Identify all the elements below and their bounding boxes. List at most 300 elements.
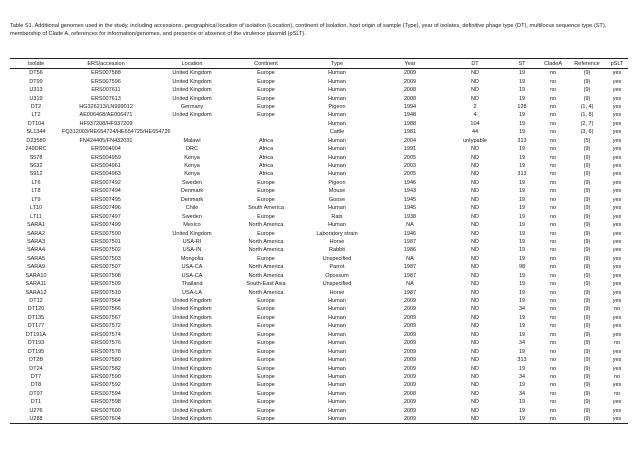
table-cell: ERS007576 (91, 340, 121, 347)
table-cell: (9) (583, 306, 591, 313)
table-cell: ND (471, 314, 479, 321)
table-cell: yes (612, 382, 622, 389)
table-cell (234, 128, 298, 136)
table-cell: DT12 (29, 298, 43, 305)
table-cell: yes (612, 120, 622, 127)
table-cell: Human (328, 323, 346, 330)
table-cell: ERS007499 (91, 222, 121, 229)
table-cell: yes (612, 129, 622, 136)
table-cell: yes (612, 137, 622, 144)
table-cell: no (549, 179, 557, 186)
table-cell: ERS007590 (91, 373, 121, 380)
column-header: DT (444, 59, 506, 69)
table-cell: no (549, 407, 557, 414)
table-cell: Europe (257, 373, 275, 380)
table-cell: ERS007503 (91, 255, 121, 262)
table-cell: S578 (29, 154, 43, 161)
column-header: Location (150, 59, 234, 69)
table-cell: Europe (257, 399, 275, 406)
table-cell: 313 (517, 137, 527, 144)
table-cell: yes (612, 213, 622, 220)
table-cell: Human (328, 95, 346, 102)
table-row (10, 305, 628, 313)
table-row (10, 331, 628, 339)
table-cell: ND (471, 247, 479, 254)
table-cell: Human (298, 415, 376, 424)
table-cell: S632 (29, 163, 43, 170)
table-cell: 1988 (403, 120, 417, 127)
table-cell: no (549, 323, 557, 330)
table-cell: 19 (518, 70, 526, 77)
table-row (10, 407, 628, 415)
table-cell: 2009 (376, 415, 444, 424)
table-cell: (5) (583, 137, 591, 144)
table-cell: yes (612, 255, 622, 262)
table-cell: Human (328, 222, 346, 229)
table-cell: yes (612, 407, 622, 414)
table-cell: Europe (257, 112, 275, 119)
table-cell: United Kingdom (172, 382, 212, 389)
table-row (10, 170, 628, 178)
table-cell: no (549, 171, 557, 178)
table-cell: ND (471, 272, 479, 279)
table-cell: ND (471, 331, 479, 338)
table-cell: SARA9 (26, 264, 46, 271)
table-cell: 2009 (403, 348, 417, 355)
table-cell: Thailand (181, 281, 203, 288)
table-cell: yes (606, 415, 628, 424)
table-cell: United Kingdom (172, 407, 212, 414)
table-row (10, 204, 628, 212)
column-header: Isolate (10, 59, 62, 69)
table-cell: ERS007596 (91, 78, 121, 85)
table-cell: (9) (583, 222, 591, 229)
table-cell: South-East Asia (246, 281, 286, 288)
table-cell: USA-RI (182, 238, 202, 245)
table-cell: yes (612, 87, 622, 94)
table-cell: 19 (518, 95, 526, 102)
table-cell: no (549, 289, 557, 296)
table-cell: yes (612, 95, 622, 102)
table-cell: 2009 (403, 357, 417, 364)
table-cell: ERS007567 (91, 314, 121, 321)
table-cell: DT56 (29, 70, 43, 77)
table-cell: Africa (258, 171, 274, 178)
table-cell: Human (328, 331, 346, 338)
table-cell: no (549, 78, 557, 85)
table-cell: Rats (331, 213, 343, 220)
table-cell: yes (612, 357, 622, 364)
table-cell: ERS007578 (91, 348, 121, 355)
table-row (10, 229, 628, 237)
table-cell: Europe (234, 415, 298, 424)
column-header: CladeA (538, 59, 568, 69)
table-row (10, 145, 628, 153)
table-row (10, 94, 628, 102)
table-cell: SARA4 (26, 247, 46, 254)
table-cell: USA-IN (182, 247, 202, 254)
table-cell: ERS007510 (91, 289, 121, 296)
table-cell: untypable (463, 137, 487, 144)
table-cell: ERS007613 (91, 95, 121, 102)
table-cell: ND (471, 78, 479, 85)
table-cell: (9) (583, 399, 591, 406)
table-cell: no (549, 281, 557, 288)
table-cell: yes (612, 264, 622, 271)
table-cell: Europe (257, 179, 275, 186)
table-cell: ND (471, 171, 479, 178)
table-cell: no (549, 129, 557, 136)
table-cell: no (549, 272, 557, 279)
table-cell: NA (406, 255, 414, 262)
table-cell: ND (471, 373, 479, 380)
table-cell: SARA10 (25, 272, 47, 279)
table-cell: Africa (258, 154, 274, 161)
table-cell: ERS007508 (91, 272, 121, 279)
table-cell: Europe (257, 230, 275, 237)
table-cell: ND (471, 70, 479, 77)
table-cell: LT9 (31, 196, 41, 203)
table-cell: yes (612, 179, 622, 186)
table-row (10, 77, 628, 85)
table-cell: Kenya (184, 163, 200, 170)
table-cell: 19 (518, 196, 526, 203)
table-cell: LT6 (31, 179, 41, 186)
table-cell: ND (471, 95, 479, 102)
table-cell: 2004 (403, 137, 417, 144)
table-cell: yes (612, 103, 622, 110)
table-cell: no (549, 348, 557, 355)
table-cell: DRC (186, 146, 198, 153)
table-cell: DT104 (27, 120, 45, 127)
table-cell: 19 (518, 298, 526, 305)
table-cell: Africa (258, 163, 274, 170)
table-cell: yes (612, 348, 622, 355)
table-cell: no (549, 357, 557, 364)
table-cell: no (613, 373, 621, 380)
table-cell: ERS007600 (91, 407, 121, 414)
table-cell: Horse (329, 238, 345, 245)
table-cell: DT7 (30, 373, 42, 380)
table-cell: North America (248, 247, 284, 254)
table-cell: SARA2 (26, 230, 46, 237)
table-cell: Europe (257, 213, 275, 220)
table-cell: ND (471, 213, 479, 220)
table-cell: no (538, 415, 568, 424)
table-cell: United Kingdom (172, 357, 212, 364)
table-cell: Europe (257, 306, 275, 313)
table-cell: Human (328, 137, 346, 144)
table-cell: Human (328, 298, 346, 305)
table-cell: DT99 (29, 78, 43, 85)
table-cell: United Kingdom (172, 78, 212, 85)
table-row (10, 398, 628, 406)
table-cell: Cattle (329, 129, 345, 136)
table-cell: (9) (583, 314, 591, 321)
table-cell: ERS007598 (91, 399, 121, 406)
table-cell: yes (612, 238, 622, 245)
table-cell: Human (328, 365, 346, 372)
table-cell: 2009 (403, 382, 417, 389)
table-cell: Europe (257, 103, 275, 110)
table-row (10, 381, 628, 389)
table-cell: no (549, 230, 557, 237)
table-cell: 4 (473, 112, 477, 119)
table-cell: Human (328, 357, 346, 364)
table-cell: United Kingdom (172, 112, 212, 119)
table-cell: ERS007572 (91, 323, 121, 330)
table-cell: ND (471, 87, 479, 94)
table-cell: ND (471, 382, 479, 389)
table-cell: (9) (583, 196, 591, 203)
table-cell: yes (612, 365, 622, 372)
table-cell: yes (612, 331, 622, 338)
table-cell: ERS007501 (91, 238, 121, 245)
table-cell: NA (406, 222, 414, 229)
table-cell: DT191A (25, 331, 47, 338)
table-cell: 19 (518, 348, 526, 355)
table-cell: Europe (257, 323, 275, 330)
table-cell: ERS004961 (91, 163, 121, 170)
table-cell: North America (248, 272, 284, 279)
table-cell: no (549, 112, 557, 119)
table-cell: Europe (257, 87, 275, 94)
table-cell: (9) (583, 281, 591, 288)
table-cell: (9) (583, 373, 591, 380)
table-cell: 1987 (403, 264, 417, 271)
table-cell: USA-LA (182, 289, 202, 296)
table-cell: (9) (583, 331, 591, 338)
table-cell: no (613, 390, 621, 397)
table-cell: Human (328, 340, 346, 347)
table-cell: no (549, 163, 557, 170)
table-cell: Denmark (180, 188, 204, 195)
table-cell: 19 (518, 188, 526, 195)
table-cell: yes (612, 314, 622, 321)
table-cell: ERS007588 (91, 70, 121, 77)
table-cell: Human (328, 70, 346, 77)
table-cell: no (549, 340, 557, 347)
table-cell: LT10 (29, 205, 43, 212)
table-row (10, 196, 628, 204)
table-cell: no (549, 390, 557, 397)
table-row (10, 69, 628, 78)
table-cell: (9) (583, 205, 591, 212)
table-cell: Human (328, 163, 346, 170)
table-cell: DT1 (30, 399, 42, 406)
table-cell: 2009 (403, 78, 417, 85)
table-cell: Laboratory strain (316, 230, 358, 237)
table-cell: DT135 (27, 314, 45, 321)
table-cell: 19 (518, 146, 526, 153)
table-cell: 19 (518, 163, 526, 170)
table-cell: ND (471, 357, 479, 364)
table-cell: 19 (518, 314, 526, 321)
table-cell: United Kingdom (172, 323, 212, 330)
table-cell: DT177 (27, 323, 45, 330)
table-row (10, 272, 628, 280)
table-row (10, 390, 628, 398)
table-cell: no (549, 154, 557, 161)
table-cell: 2009 (403, 323, 417, 330)
table-row (10, 137, 628, 145)
table-row (10, 373, 628, 381)
table-cell: no (549, 298, 557, 305)
column-header: ST (506, 59, 538, 69)
table-cell: DT97 (29, 390, 43, 397)
table-cell: 19 (518, 407, 526, 414)
table-cell: no (549, 238, 557, 245)
table-row (10, 364, 628, 372)
table-cell: 19 (506, 415, 538, 424)
table-row (10, 255, 628, 263)
table-cell: ND (471, 289, 479, 296)
table-cell: United Kingdom (172, 70, 212, 77)
table-cell: 34 (518, 306, 526, 313)
table-cell: ERS007580 (91, 357, 121, 364)
table-cell: Europe (257, 365, 275, 372)
table-cell: 1946 (403, 179, 417, 186)
table-row (10, 415, 628, 424)
table-cell: Europe (257, 340, 275, 347)
table-cell: (9) (583, 163, 591, 170)
table-cell: United Kingdom (172, 390, 212, 397)
table-cell: Europe (257, 196, 275, 203)
table-cell: no (549, 87, 557, 94)
table-cell: Horse (329, 289, 345, 296)
table-cell: 1986 (403, 247, 417, 254)
table-cell: LT11 (30, 213, 42, 220)
table-row (10, 179, 628, 187)
table-cell: 34 (518, 390, 526, 397)
table-cell: 19 (518, 179, 526, 186)
table-cell: United Kingdom (172, 95, 212, 102)
table-cell: United Kingdom (172, 314, 212, 321)
table-cell: (9) (583, 264, 591, 271)
table-cell: U319 (29, 95, 43, 102)
table-cell: Human (328, 306, 346, 313)
table-cell: no (549, 314, 557, 321)
table-cell: ND (471, 205, 479, 212)
table-cell: yes (612, 112, 622, 119)
table-cell: HF937208/HF937209 (79, 120, 133, 127)
column-header: Continent (234, 59, 298, 69)
table-cell: 19 (518, 272, 526, 279)
table-cell (234, 120, 298, 128)
table-cell: ND (471, 222, 479, 229)
table-cell: 19 (518, 230, 526, 237)
table-cell: 2009 (403, 331, 417, 338)
table-cell: (9) (583, 390, 591, 397)
table-cell: yes (612, 205, 622, 212)
table-cell: United Kingdom (172, 399, 212, 406)
table-cell: ERS004959 (91, 154, 121, 161)
table-cell: NA (406, 281, 414, 288)
table-cell: ND (471, 188, 479, 195)
table-cell: ERS007582 (91, 365, 121, 372)
table-cell: (9) (583, 323, 591, 330)
table-row (10, 263, 628, 271)
table-cell: 19 (518, 331, 526, 338)
table-cell: 2005 (403, 171, 417, 178)
table-cell: United Kingdom (172, 373, 212, 380)
table-cell: ND (471, 154, 479, 161)
table-cell: (9) (583, 289, 591, 296)
table-cell: ERS007507 (91, 264, 121, 271)
table-cell: (9) (583, 179, 591, 186)
table-cell: no (549, 382, 557, 389)
table-cell: Mongolia (180, 255, 204, 262)
table-cell: yes (612, 272, 622, 279)
table-cell: ND (471, 179, 479, 186)
table-cell: yes (612, 298, 622, 305)
table-cell: Africa (258, 137, 274, 144)
table-cell: (9) (583, 95, 591, 102)
table-cell: 2005 (403, 154, 417, 161)
table-cell: USA-CA (181, 272, 203, 279)
table-cell: 2008 (403, 390, 417, 397)
table-cell: yes (612, 222, 622, 229)
table-cell: ERS007495 (91, 196, 121, 203)
table-cell: 19 (518, 255, 526, 262)
table-cell: 1987 (403, 289, 417, 296)
table-cell: ND (471, 407, 479, 414)
table-cell: no (549, 103, 557, 110)
table-cell: United Kingdom (172, 298, 212, 305)
table-cell: Pigeon (328, 103, 346, 110)
table-cell: no (549, 306, 557, 313)
table-cell: (9) (583, 298, 591, 305)
table-cell: no (613, 340, 621, 347)
table-cell: 2009 (403, 298, 417, 305)
table-cell: 2009 (403, 70, 417, 77)
table-cell: no (549, 365, 557, 372)
table-cell: Kenya (184, 154, 200, 161)
table-cell: 19 (518, 289, 526, 296)
table-cell: ND (444, 415, 506, 424)
table-cell: 34 (518, 373, 526, 380)
table-cell: (9) (583, 255, 591, 262)
table-cell: Human (328, 382, 346, 389)
table-cell: 128 (517, 103, 527, 110)
table-row (10, 297, 628, 305)
table-cell: yes (612, 188, 622, 195)
table-cell: (2, 7) (580, 120, 594, 127)
table-cell: DT195 (27, 348, 45, 355)
table-cell: no (549, 264, 557, 271)
table-cell: SARA12 (25, 289, 47, 296)
table-cell: (9) (583, 154, 591, 161)
table-cell (150, 120, 234, 128)
table-cell: ND (471, 298, 479, 305)
table-cell: ERS007564 (91, 298, 121, 305)
table-row (10, 111, 628, 119)
table-cell: U276 (29, 407, 43, 414)
table-row (10, 162, 628, 170)
table-cell: yes (612, 289, 622, 296)
table-cell: 313 (517, 357, 527, 364)
table-cell: 19 (518, 120, 526, 127)
table-cell: North America (248, 238, 284, 245)
table-cell: 1938 (403, 213, 417, 220)
table-cell: Human (328, 390, 346, 397)
table-cell: (9) (583, 272, 591, 279)
table-cell: 19 (518, 281, 526, 288)
table-cell: ERS007611 (91, 87, 121, 94)
table-cell: North America (248, 289, 284, 296)
table-cell: Human (328, 78, 346, 85)
table-cell: ND (471, 238, 479, 245)
